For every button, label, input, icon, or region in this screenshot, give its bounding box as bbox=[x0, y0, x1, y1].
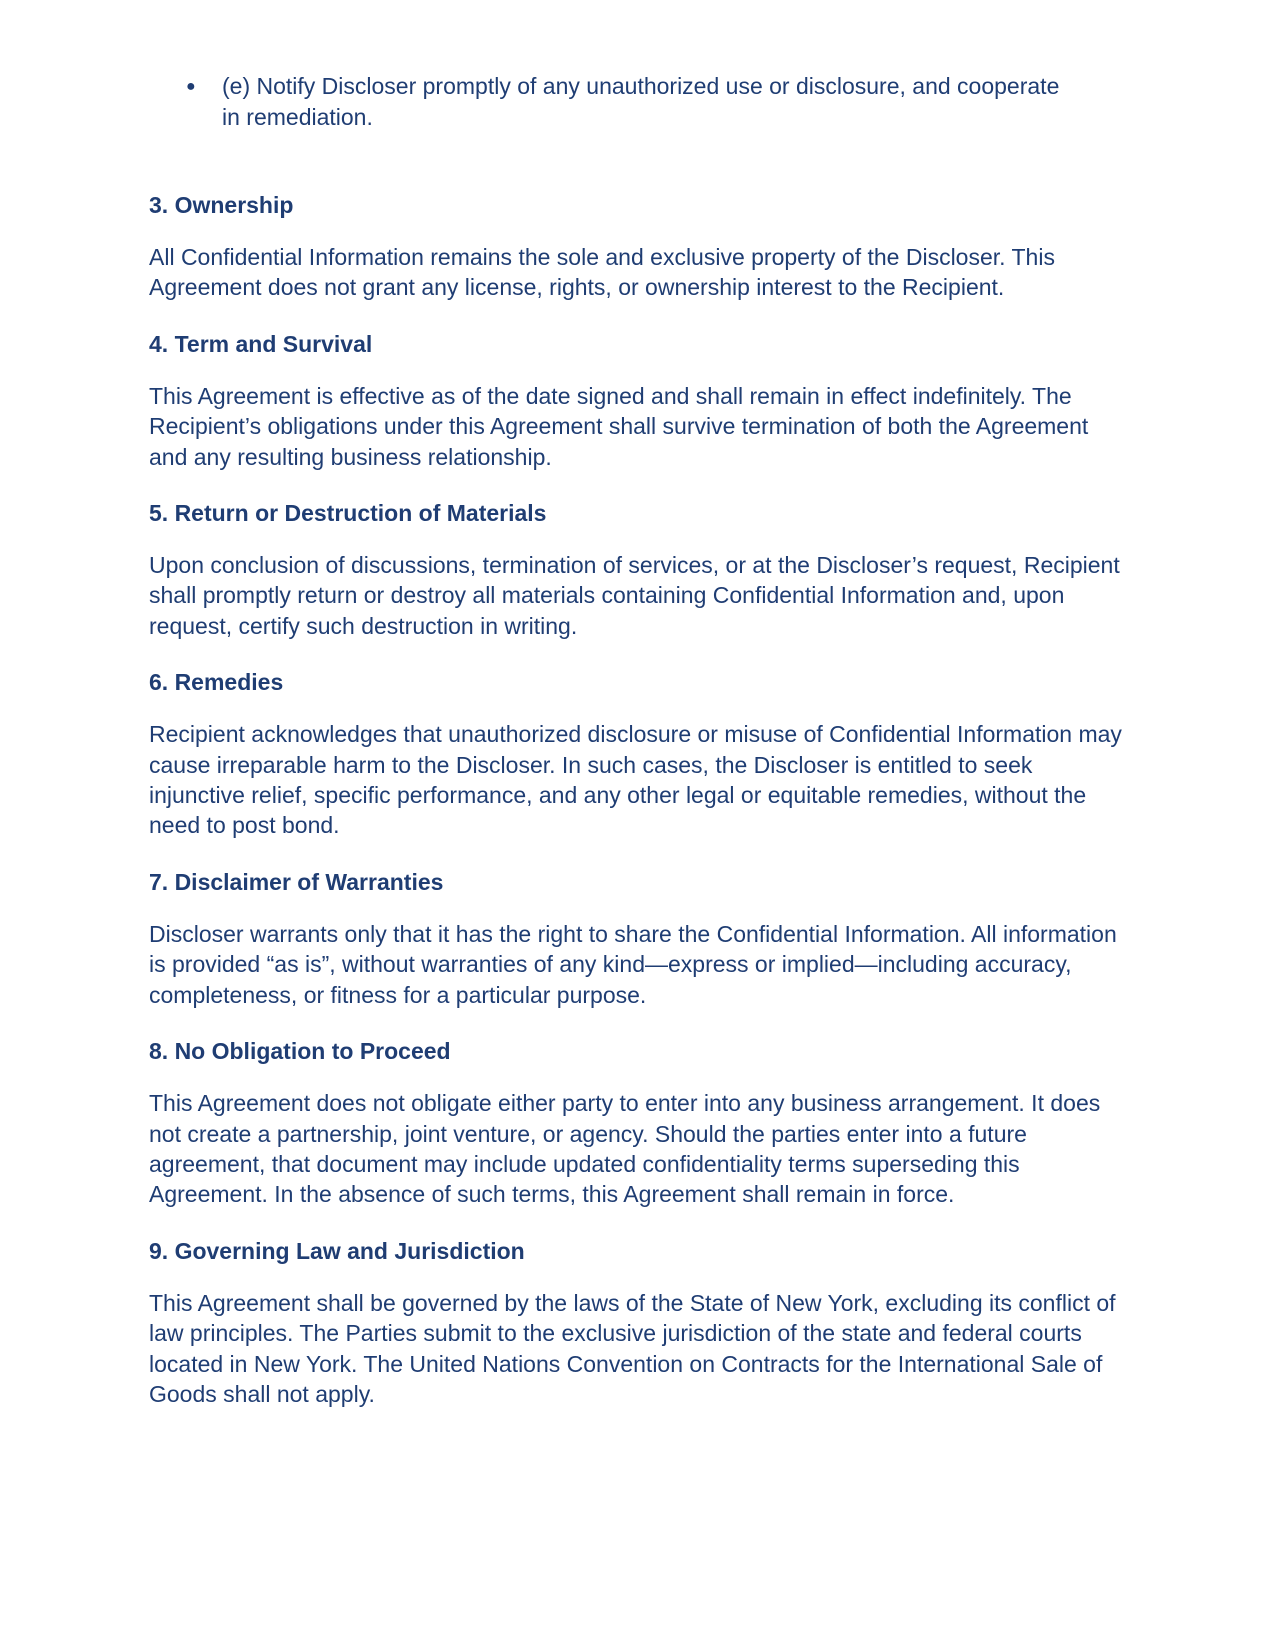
section-term-and-survival bbox=[149, 329, 1129, 472]
section-no-obligation bbox=[149, 1036, 1129, 1210]
section-heading: 4. Term and Survival bbox=[149, 330, 373, 357]
section-body: Recipient acknowledges that unauthorized disclosure or misuse of Confidential Information may cause irreparable harm to the Discloser. In such cases, the Discloser is entitled to seek injunctive relief, specific performance, and any other legal or equitable remedies, without the need to post bond. bbox=[149, 721, 1122, 839]
sections-container bbox=[149, 190, 1129, 1435]
section-body: This Agreement does not obligate either party to enter into any business arrangement. It does not create a partnership, joint venture, or agency. Should the parties enter into a future agreement, that document may include updated confidentiality terms superseding this Agreement. In the absence of such terms, this Agreement shall remain in force. bbox=[149, 1090, 1101, 1208]
section-body: Upon conclusion of discussions, termination of services, or at the Discloser’s request, Recipient shall promptly return or destroy all materials containing Confidential Information and, upon request, certify such destruction in writing. bbox=[149, 552, 1120, 639]
section-heading: 6. Remedies bbox=[149, 669, 284, 696]
section-body: Discloser warrants only that it has the right to share the Confidential Information. All information is provided “as is”, without warranties of any kind—express or implied—including accuracy, completeness, or fitness for a particular purpose. bbox=[149, 920, 1117, 1008]
bullet-item-e bbox=[186, 71, 1086, 133]
section-heading: 7. Disclaimer of Warranties bbox=[149, 868, 444, 895]
section-disclaimer-of-warranties bbox=[149, 867, 1129, 1010]
section-body: This Agreement is effective as of the date signed and shall remain in effect indefinitely. The Recipient’s obligations under this Agreement shall survive termination of both the Agreement and any resulting business relationship. bbox=[149, 382, 1089, 470]
section-remedies bbox=[149, 667, 1129, 841]
bullet-text: (e) Notify Discloser promptly of any unauthorized use or disclosure, and cooperate in remediation. bbox=[222, 73, 1060, 130]
section-return-or-destruction bbox=[149, 498, 1129, 641]
section-governing-law bbox=[149, 1236, 1129, 1410]
bullet-icon: ● bbox=[186, 78, 196, 95]
section-body: This Agreement shall be governed by the laws of the State of New York, excluding its conflict of law principles. The Parties submit to the exclusive jurisdiction of the state and federal courts located in New York. The United Nations Convention on Contracts for the International Sale of Goods shall not apply. bbox=[149, 1289, 1116, 1407]
section-heading: 9. Governing Law and Jurisdiction bbox=[149, 1237, 525, 1264]
section-ownership bbox=[149, 190, 1129, 303]
section-body: All Confidential Information remains the sole and exclusive property of the Discloser. This Agreement does not grant any license, rights, or ownership interest to the Recipient. bbox=[149, 244, 1055, 301]
section-heading: 5. Return or Destruction of Materials bbox=[149, 500, 547, 527]
section-heading: 3. Ownership bbox=[149, 192, 294, 218]
section-heading: 8. No Obligation to Proceed bbox=[149, 1038, 451, 1065]
